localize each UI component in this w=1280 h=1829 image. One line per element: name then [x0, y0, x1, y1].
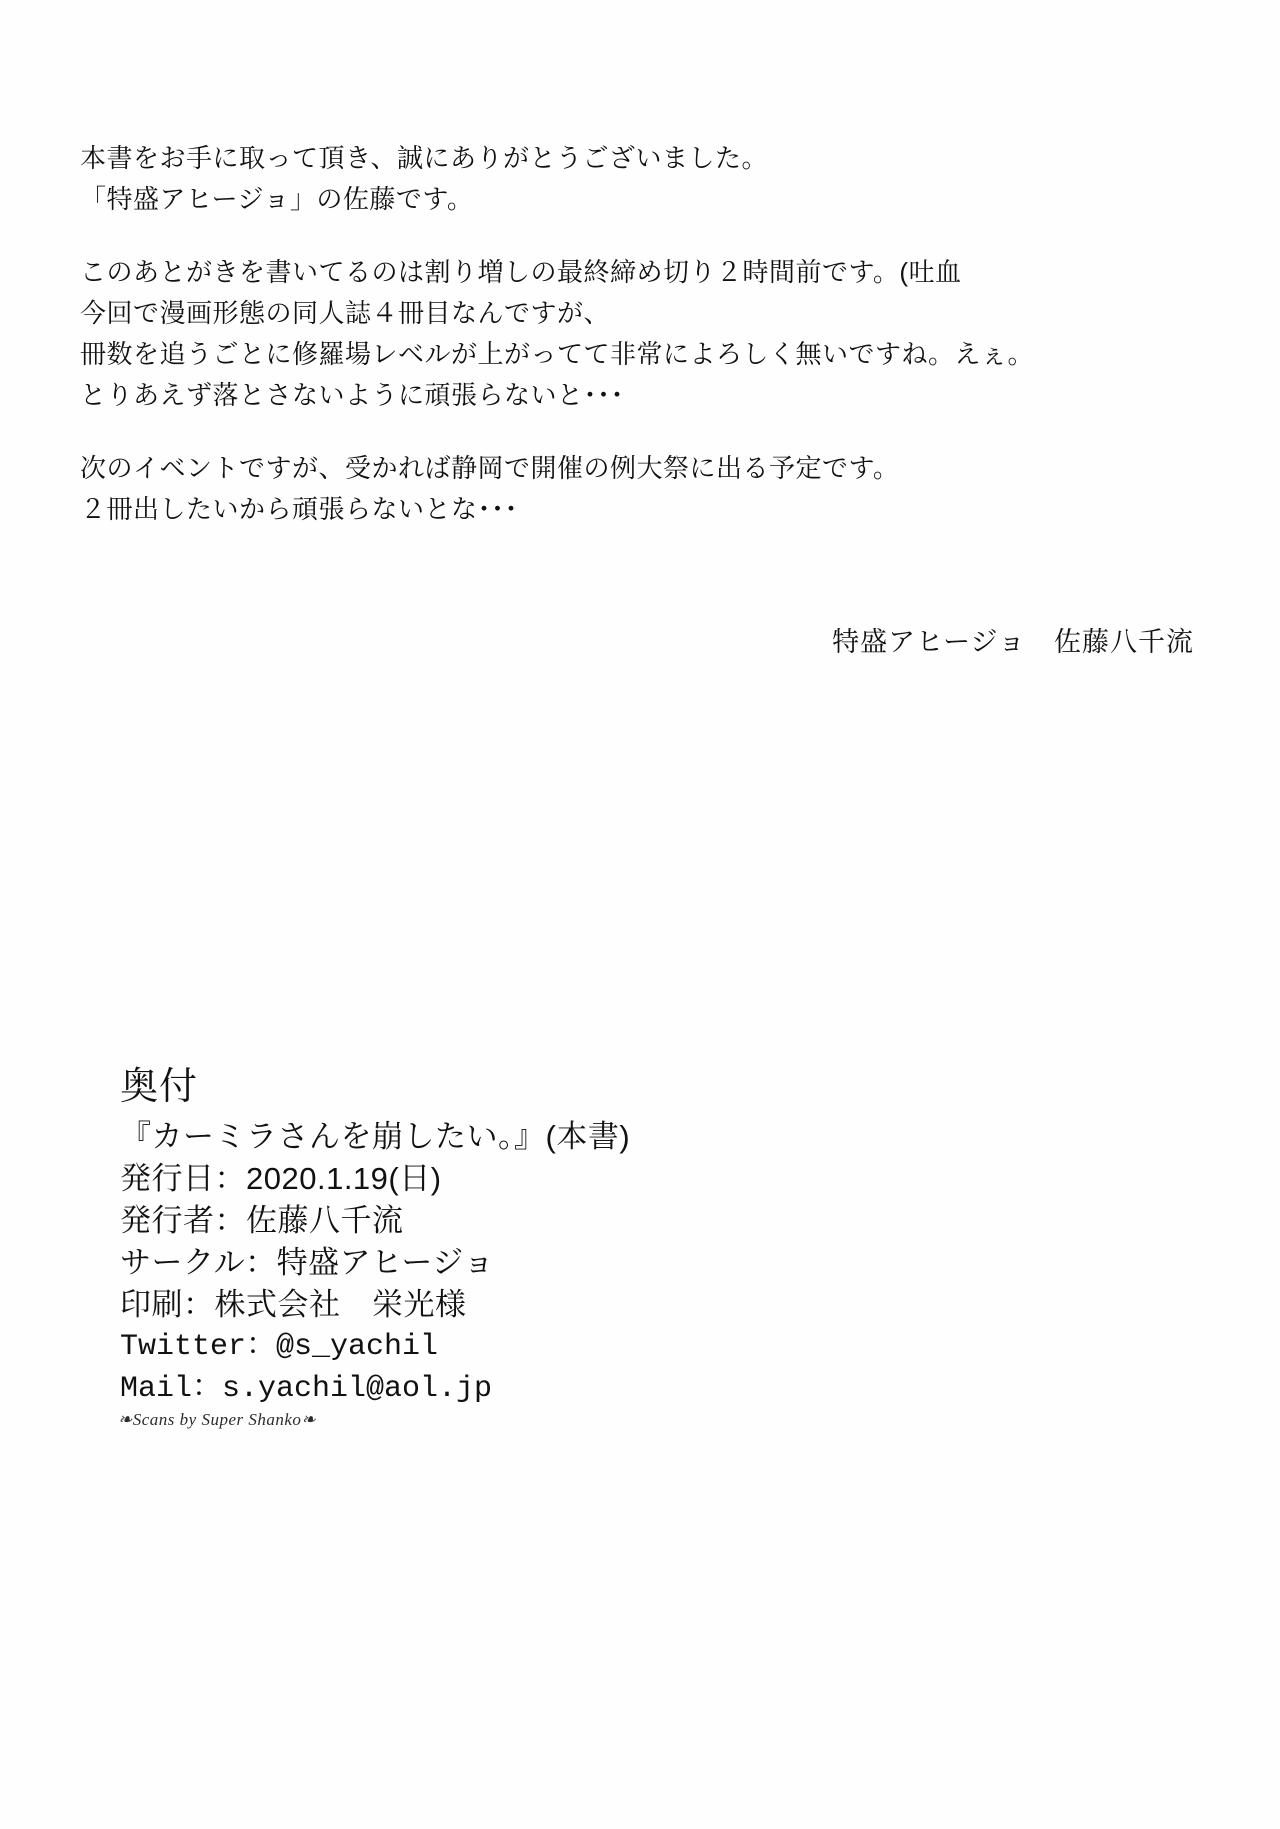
afterword-line: 「特盛アヒージョ」の佐藤です。 [80, 184, 474, 214]
afterword-line: このあとがきを書いてるのは割り増しの最終締め切り２時間前です。(吐血 [80, 257, 962, 287]
colophon-block [120, 1062, 1020, 1410]
afterword-line: 次のイベントですが、受かれば静岡で開催の例大祭に出る予定です。 [80, 453, 900, 483]
colophon-printer: 印刷：株式会社 栄光様 [120, 1287, 467, 1322]
colophon-publisher: 発行者：佐藤八千流 [120, 1203, 404, 1238]
author-signature: 特盛アヒージョ 佐藤八千流 [832, 627, 1194, 657]
afterword-line: ２冊出したいから頑張らないとな･･･ [80, 494, 519, 524]
colophon-heading: 奥付 [120, 1066, 199, 1108]
colophon-twitter: Twitter：@s_yachil [120, 1330, 439, 1364]
colophon-work-title: 『カーミラさんを崩したい。』(本書) [120, 1119, 631, 1154]
scan-credit: ❧Scans by Super Shanko❧ [118, 1410, 317, 1429]
afterword-line: とりあえず落とさないように頑張らないと･･･ [80, 380, 625, 410]
colophon-publish-date: 発行日：2020.1.19(日) [120, 1161, 442, 1196]
afterword-line: 冊数を追うごとに修羅場レベルが上がってて非常によろしく無いですね。えぇ。 [80, 339, 1035, 369]
afterword-line: 今回で漫画形態の同人誌４冊目なんですが、 [80, 298, 611, 328]
colophon-circle: サークル：特盛アヒージョ [120, 1245, 495, 1280]
colophon-mail: Mail：s.yachil@aol.jp [120, 1372, 493, 1406]
paragraph-spacer [80, 416, 1180, 448]
afterword-block [80, 138, 1180, 530]
afterword-line: 本書をお手に取って頂き、誠にありがとうございました。 [80, 143, 768, 173]
paragraph-spacer [80, 220, 1180, 252]
